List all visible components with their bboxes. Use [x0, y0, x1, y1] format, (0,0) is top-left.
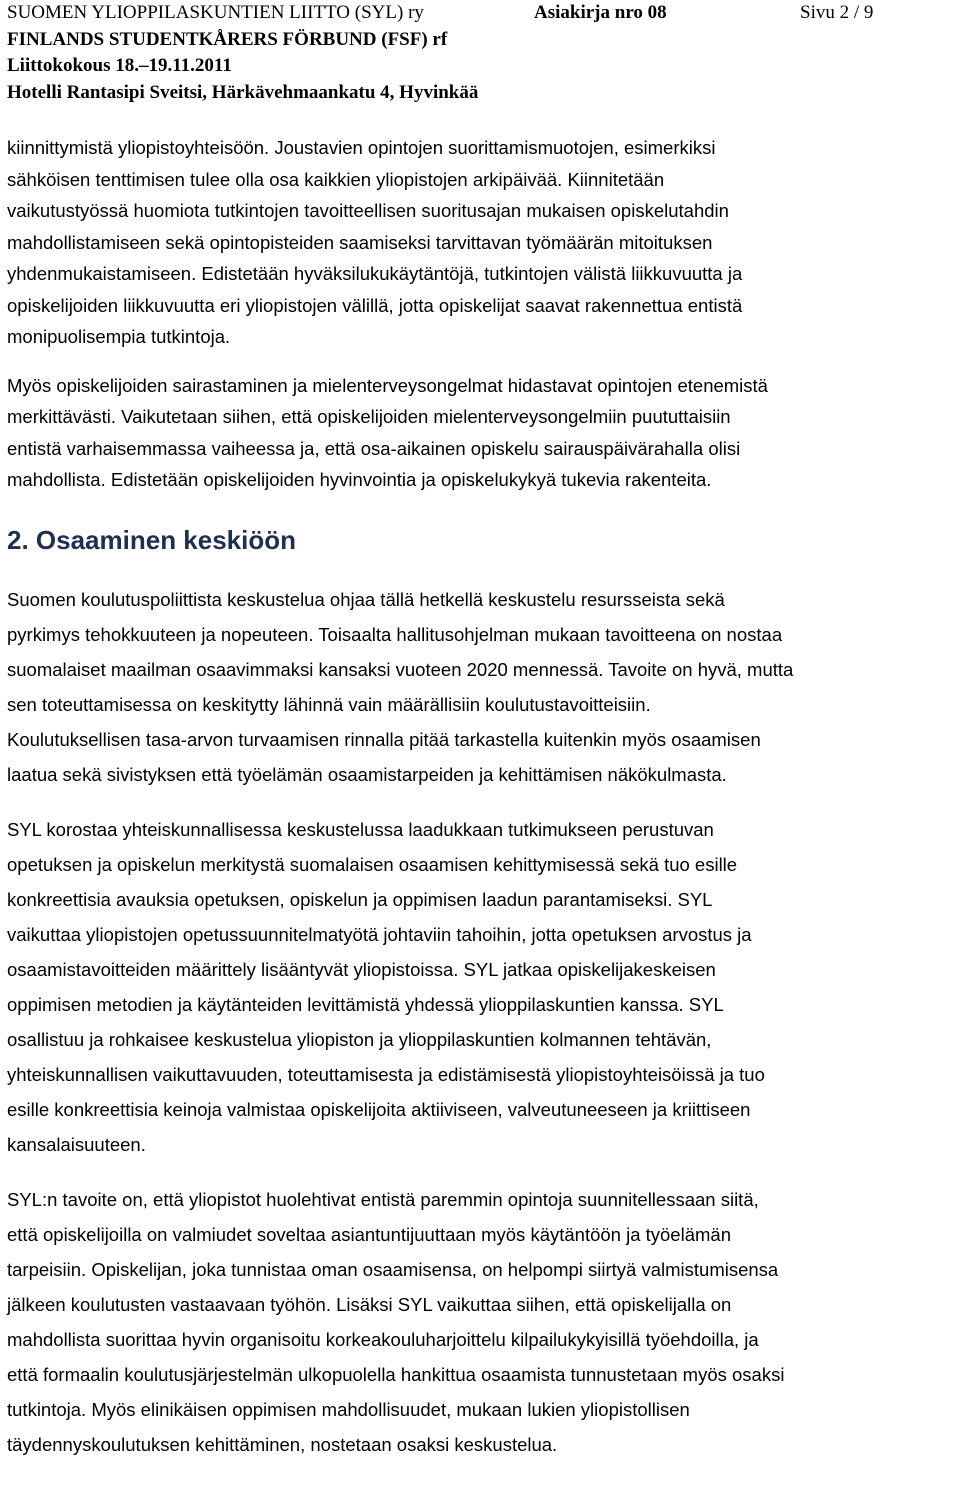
text-line: täydennyskoulutuksen kehittäminen, nostetaan osaksi keskustelua.	[7, 1433, 558, 1455]
text-line: konkreettisia avauksia opetuksen, opiskelun ja oppimisen laadun parantamiseksi. SYL	[7, 888, 713, 910]
document-body	[7, 132, 953, 1462]
paragraph-2	[7, 370, 953, 496]
paragraph-3	[7, 582, 953, 792]
document-header	[7, 0, 953, 106]
text-line: tarpeisiin. Opiskelijan, joka tunnistaa oman osaamisensa, on helpompi siirtyä valmistumisensa	[7, 1258, 779, 1280]
text-line: vaikutustyössä huomiota tutkintojen tavoitteellisen suoritusajan mukaisen opiskelutahdin	[7, 200, 729, 221]
text-line: entistä varhaisemmassa vaiheessa ja, että osa-aikainen opiskelu sairauspäivärahalla olisi	[7, 437, 741, 459]
text-line: osallistuu ja rohkaisee keskustelua yliopiston ja ylioppilaskuntien kolmannen tehtävän,	[7, 1028, 712, 1050]
text-line: sen toteuttamisessa on keskitytty lähinnä vain määrällisiin koulutustavoitteisiin.	[7, 693, 651, 715]
header-page-number: Sivu 2 / 9	[800, 2, 874, 23]
text-line: sähköisen tenttimisen tulee olla osa kaikkien yliopistojen arkipäivää. Kiinnitetään	[7, 168, 665, 190]
text-line: osaamistavoitteiden määrittely lisääntyvät yliopistoissa. SYL jatkaa opiskelijakeskeisen	[7, 958, 716, 980]
text-line: Myös opiskelijoiden sairastaminen ja mielenterveysongelmat hidastavat opintojen etenemistä	[7, 374, 768, 396]
text-line: suomalaiset maailman osaavimmaksi kansaksi vuoteen 2020 mennessä. Tavoite on hyvä, mutta	[7, 658, 794, 680]
text-line: merkittävästi. Vaikutetaan siihen, että opiskelijoiden mielenterveysongelmiin puututtaisiin	[7, 406, 731, 427]
text-line: jälkeen koulutusten vastaavaan työhön. Lisäksi SYL vaikuttaa siihen, että opiskelijalla on	[7, 1293, 732, 1315]
text-line: mahdollista suorittaa hyvin organisoitu korkeakouluharjoittelu kilpailukykyisillä työehdoilla, ja	[7, 1328, 759, 1350]
text-line: Koulutuksellisen tasa-arvon turvaamisen rinnalla pitää tarkastella kuitenkin myös osaamisen	[7, 728, 761, 750]
text-line: pyrkimys tehokkuuteen ja nopeuteen. Toisaalta hallitusohjelman mukaan tavoitteena on nostaa	[7, 623, 783, 645]
text-line: opiskelijoiden liikkuvuutta eri yliopistojen välillä, jotta opiskelijat saavat rakennettua entistä	[7, 294, 743, 316]
text-line: esille konkreettisia keinoja valmistaa opiskelijoita aktiiviseen, valveutuneeseen ja kriittiseen	[7, 1098, 751, 1120]
text-line: kiinnittymistä yliopistoyhteisöön. Joustavien opintojen suorittamismuotojen, esimerkiksi	[7, 137, 716, 158]
text-line: oppimisen metodien ja käytänteiden levittämistä yhdessä ylioppilaskuntien kanssa. SYL	[7, 993, 724, 1015]
section-heading: 2. Osaaminen keskiöön	[7, 524, 297, 555]
paragraph-1	[7, 132, 953, 353]
text-line: SYL korostaa yhteiskunnallisessa keskustelussa laadukkaan tutkimukseen perustuvan	[7, 818, 714, 840]
text-line: vaikuttaa yliopistojen opetussuunnitelmatyötä johtaviin tahoihin, jotta opetuksen arvostus ja	[7, 923, 752, 945]
text-line: laatua sekä sivistyksen että työelämän osaamistarpeiden ja kehittämisen näkökulmasta.	[7, 763, 727, 785]
text-line: tutkintoja. Myös elinikäisen oppimisen mahdollisuudet, mukaan lukien yliopistollisen	[7, 1398, 690, 1420]
paragraph-5	[7, 1182, 953, 1462]
header-meeting: Liittokokous 18.–19.11.2011	[7, 55, 232, 76]
header-doc-number: Asiakirja nro 08	[534, 2, 667, 23]
text-line: että formaalin koulutusjärjestelmän ulkopuolella hankittua osaamista tunnustetaan myös osaksi	[7, 1363, 785, 1385]
text-line: Suomen koulutuspoliittista keskustelua ohjaa tällä hetkellä keskustelu resursseista sekä	[7, 588, 725, 610]
text-line: mahdollista. Edistetään opiskelijoiden hyvinvointia ja opiskelukykyä tukevia rakenteita.	[7, 469, 712, 490]
header-org-line-1: SUOMEN YLIOPPILASKUNTIEN LIITTO (SYL) ry	[7, 2, 424, 23]
text-line: SYL:n tavoite on, että yliopistot huolehtivat entistä paremmin opintoja suunnitellessaan siitä,	[7, 1188, 759, 1210]
paragraph-4	[7, 812, 953, 1162]
text-line: opetuksen ja opiskelun merkitystä suomalaisen osaamisen kehittymisessä sekä tuo esille	[7, 853, 738, 875]
text-line: yhdenmukaistamiseen. Edistetään hyväksilukukäytäntöjä, tutkintojen välistä liikkuvuutta ja	[7, 263, 743, 284]
text-line: yhteiskunnallisen vaikuttavuuden, toteuttamisesta ja edistämisestä yliopistoyhteisöissä ja tuo	[7, 1063, 765, 1085]
header-venue: Hotelli Rantasipi Sveitsi, Härkävehmaankatu 4, Hyvinkää	[7, 81, 479, 103]
text-line: kansalaisuuteen.	[7, 1133, 146, 1155]
header-org-line-2: FINLANDS STUDENTKÅRERS FÖRBUND (FSF) rf	[7, 28, 448, 50]
text-line: että opiskelijoilla on valmiudet soveltaa asiantuntijuuttaan myös käytäntöön ja työelämän	[7, 1223, 731, 1245]
text-line: monipuolisempia tutkintoja.	[7, 326, 231, 347]
text-line: mahdollistamiseen sekä opintopisteiden saamiseksi tarvittavan työmäärän mitoituksen	[7, 231, 713, 253]
